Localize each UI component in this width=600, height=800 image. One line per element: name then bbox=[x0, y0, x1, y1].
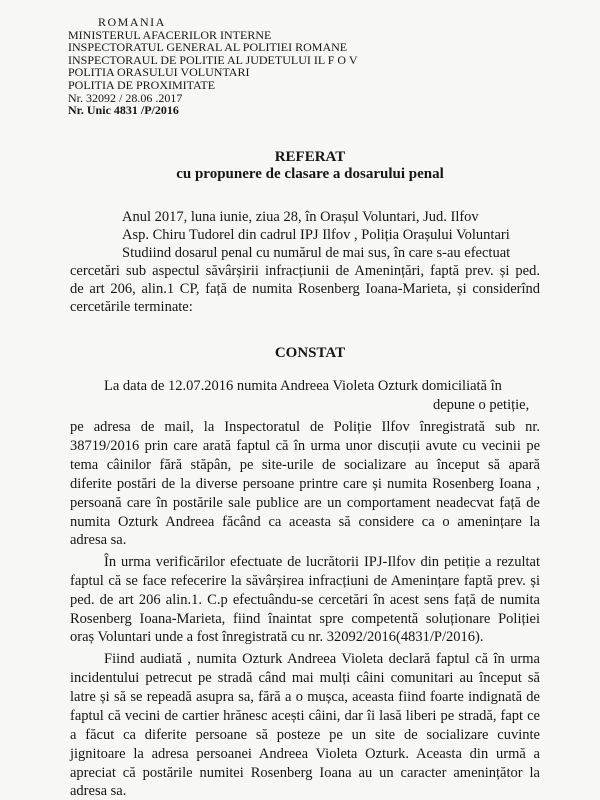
header-city-police: POLITIA ORASULUI VOLUNTARI bbox=[68, 65, 250, 80]
p1-line-2: pe adresa de mail, la Inspectoratul de Poliție Ilfov înregistrată sub nr. bbox=[70, 419, 540, 435]
intro-line-5: de art 206, alin.1 CP, față de numita Rosenberg Ioana-Marieta, și considerînd bbox=[70, 281, 540, 297]
p3-line-2: incidentului petrecut pe stradă când mai mulți câini comunitari au început să bbox=[70, 670, 540, 686]
p3-line-8: adresa sa. bbox=[70, 783, 127, 799]
header-registration-number: Nr. 32092 / 28.06 .2017 bbox=[68, 90, 183, 105]
p2-line-4: Rosenberg Ioana-Marieta, fiind înaintat spre competentă soluționare Poliției bbox=[70, 611, 540, 627]
document-subtitle: cu propunere de clasare a dosarului penal bbox=[176, 166, 444, 182]
p1-line-8: adresa sa. bbox=[70, 532, 127, 548]
document-title: REFERAT bbox=[274, 149, 346, 165]
p1-line-1a: La data de 12.07.2016 numita Andreea Violeta Ozturk domiciliată în bbox=[104, 378, 502, 394]
section-heading-constat: CONSTAT bbox=[274, 345, 346, 361]
intro-line-4: cercetări sub aspectul săvârșirii infracțiunii de Amenințări, faptă prev. și ped. bbox=[70, 263, 540, 279]
p2-line-2: faptul că se face refecerire la săvârșirea infracțiuni de Amenințare faptă prev. și bbox=[70, 573, 540, 589]
letterhead bbox=[68, 16, 358, 117]
p1-line-5: diferite postări de la diverse persoane printre care și numita Rosenberg Ioana , bbox=[70, 476, 540, 492]
p3-line-3: latre și să se repeadă asupra sa, fără a o mușca, aceasta fiind foarte indignată de bbox=[70, 689, 540, 705]
intro-line-1: Anul 2017, luna iunie, ziua 28, în Orașul Voluntari, Jud. Ilfov bbox=[122, 209, 479, 225]
p1-line-1b: depune o petiție, bbox=[433, 397, 530, 413]
header-county-inspectorate: INSPECTORAUL DE POLITIE AL JUDETULUI IL F O V bbox=[68, 52, 358, 67]
p3-line-4: faptul că vecini de cartier hrănesc acești câini, dar îi lasă liberi pe stradă, fapt ce bbox=[70, 708, 540, 724]
p3-line-6: jignitoare la adresa persoanei Andreea Violeta Ozturk. Aceasta din urmă a bbox=[70, 746, 540, 762]
intro-line-3: Studiind dosarul penal cu numărul de mai sus, în care s-au efectuat bbox=[122, 245, 511, 261]
header-country: ROMANIA bbox=[98, 15, 166, 29]
p2-line-1: În urma verificărilor efectuate de lucrătorii IPJ-Ilfov din petiție a rezultat bbox=[104, 554, 540, 570]
header-inspectorate: INSPECTORATUL GENERAL AL POLITIEI ROMANE bbox=[68, 40, 348, 55]
p1-line-4: tema câinilor fără stăpân, pe site-urile de socializare au început să apară bbox=[70, 457, 540, 473]
p2-line-3: ped. de art 206 alin.1. C.p efectuându-se cercetări în acest sens față de numita bbox=[70, 592, 540, 608]
p3-line-1: Fiind audiată , numita Ozturk Andreea Violeta declară faptul că în urma bbox=[104, 651, 540, 667]
header-unique-number: Nr. Unic 4831 /P/2016 bbox=[68, 103, 179, 118]
p2-line-5: oraș Voluntari unde a fost înregistrată cu nr. 32092/2016(4831/P/2016). bbox=[70, 629, 484, 645]
p3-line-7: apreciat că postările numitei Rosenberg Ioana au un caracter amenințător la bbox=[70, 765, 540, 781]
p1-line-3: 38719/2016 prin care arată faptul că în urma unor discuții avute cu vecinii pe bbox=[70, 438, 540, 454]
p3-line-5: a făcut ca diferite persoane să posteze pe un site de socializare cuvinte bbox=[70, 727, 540, 743]
header-ministry: MINISTERUL AFACERILOR INTERNE bbox=[68, 27, 272, 42]
p1-line-7: numita Ozturk Andreea făcând ca aceasta să considere ca o amenințare la bbox=[70, 514, 540, 530]
header-proximity-police: POLITIA DE PROXIMITATE bbox=[68, 77, 216, 92]
intro-line-6: cercetările terminate: bbox=[70, 299, 193, 315]
p1-line-6: persoană care în postările sale publice are un comportament neadecvat față de bbox=[70, 495, 540, 511]
intro-line-2: Asp. Chiru Tudorel din cadrul IPJ Ilfov , Poliția Orașului Voluntari bbox=[122, 227, 510, 243]
